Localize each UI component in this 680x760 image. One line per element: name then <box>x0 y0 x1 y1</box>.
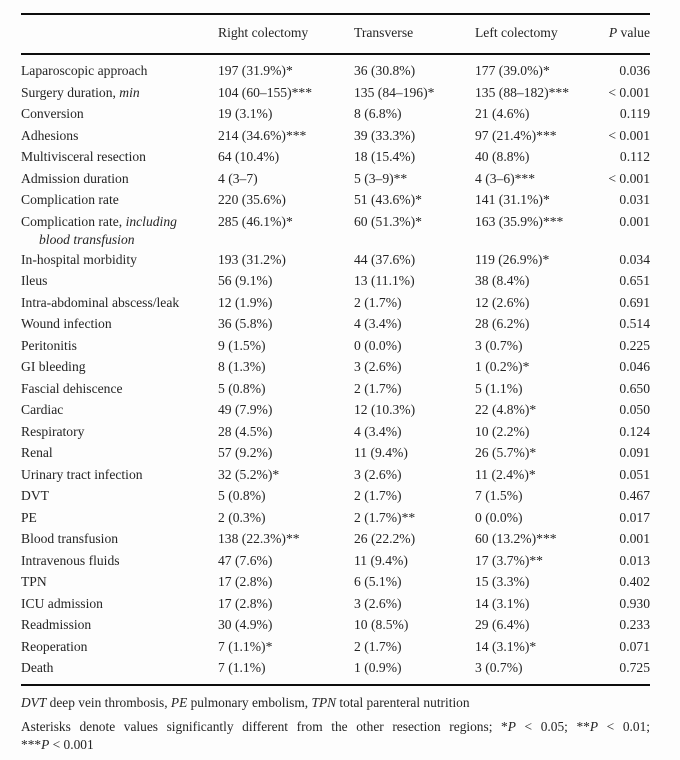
cell-value: 5 (3–9)** <box>354 170 408 186</box>
p-value-cell: 0.119 <box>619 106 650 121</box>
row-label <box>21 507 218 529</box>
row-label-line1: Surgery duration, min <box>21 84 140 100</box>
table-footnotes <box>21 694 650 754</box>
row-label-line1: TPN <box>21 574 47 589</box>
p-value-cell: 0.017 <box>619 509 650 525</box>
table-row <box>21 528 650 550</box>
col-header-right-colectomy: Right colectomy <box>218 25 309 40</box>
p-value-cell: 0.725 <box>619 660 650 675</box>
cell-value: 56 (9.1%) <box>218 273 273 288</box>
p-value-cell: 0.036 <box>619 63 650 78</box>
cell-value: 17 (2.8%) <box>218 595 273 611</box>
p-value-cell: 0.467 <box>619 488 650 503</box>
row-label <box>21 211 218 249</box>
table-header <box>21 14 650 54</box>
cell-value: 3 (0.7%) <box>475 337 523 353</box>
row-label <box>21 442 218 464</box>
row-label <box>21 125 218 147</box>
row-label-line1: Urinary tract infection <box>21 466 143 482</box>
row-label-line1: Blood transfusion <box>21 531 119 546</box>
cell-value: 3 (2.6%) <box>354 595 402 611</box>
cell-value: 21 (4.6%) <box>475 106 530 121</box>
cell-value: 10 (2.2%) <box>475 423 530 439</box>
p-value-cell: 0.001 <box>619 531 650 546</box>
p-value-cell: < 0.001 <box>608 84 650 100</box>
table-row <box>21 168 650 190</box>
p-value-cell: 0.091 <box>619 445 650 460</box>
row-label-line1: Intravenous fluids <box>21 552 120 568</box>
cell-value: 163 (35.9%)*** <box>475 213 564 229</box>
row-label <box>21 378 218 400</box>
row-label <box>21 528 218 550</box>
cell-value: 1 (0.2%)* <box>475 359 530 374</box>
footnote-significance-line2: ***P < 0.001 <box>21 736 94 752</box>
row-label-line1: PE <box>21 509 37 525</box>
row-label-line1: Complication rate <box>21 192 119 207</box>
row-label-line1: Adhesions <box>21 127 79 143</box>
p-value-cell: 0.031 <box>619 192 650 207</box>
cell-value: 28 (4.5%) <box>218 423 273 439</box>
cell-value: 104 (60–155)*** <box>218 84 313 100</box>
row-label-line1: Laparoscopic approach <box>21 63 148 78</box>
cell-value: 141 (31.1%)* <box>475 192 550 207</box>
cell-value: 97 (21.4%)*** <box>475 127 557 143</box>
p-value-cell: < 0.001 <box>608 127 650 143</box>
p-value-cell: 0.071 <box>619 638 650 654</box>
p-value-cell: 0.050 <box>619 402 650 417</box>
cell-value: 5 (1.1%) <box>475 380 523 396</box>
cell-value: 220 (35.6%) <box>218 192 286 207</box>
row-label-line1: GI bleeding <box>21 359 86 374</box>
table-header-row <box>21 14 650 54</box>
cell-value: 1 (0.9%) <box>354 660 402 675</box>
table-row <box>21 189 650 211</box>
row-label <box>21 146 218 168</box>
cell-value: 7 (1.1%) <box>218 660 266 675</box>
row-label-line1: DVT <box>21 488 49 503</box>
cell-value: 7 (1.5%) <box>475 488 523 503</box>
table-row <box>21 146 650 168</box>
cell-value: 64 (10.4%) <box>218 149 280 164</box>
p-value-cell: 0.051 <box>619 466 650 482</box>
cell-value: 2 (1.7%)** <box>354 509 416 525</box>
p-value-cell: 0.034 <box>619 251 650 267</box>
table-row <box>21 211 650 249</box>
row-label <box>21 464 218 486</box>
table-row <box>21 485 650 507</box>
table-row <box>21 82 650 104</box>
cell-value: 15 (3.3%) <box>475 574 530 589</box>
row-label-line1: In-hospital morbidity <box>21 251 137 267</box>
table-row <box>21 270 650 292</box>
p-value-cell: 0.402 <box>619 574 650 589</box>
cell-value: 13 (11.1%) <box>354 273 415 288</box>
table-row <box>21 421 650 443</box>
row-label <box>21 614 218 636</box>
p-value-cell: 0.691 <box>619 294 650 310</box>
table-row <box>21 313 650 335</box>
cell-value: 19 (3.1%) <box>218 106 273 121</box>
cell-value: 5 (0.8%) <box>218 380 266 396</box>
table-row <box>21 103 650 125</box>
row-label-line1: Cardiac <box>21 402 64 417</box>
cell-value: 22 (4.8%)* <box>475 402 537 417</box>
footnote-significance-line1: Asterisks denote values significantly different from the other resection regions; *P < 0.05; **P < 0.01; <box>21 719 650 734</box>
cell-value: 32 (5.2%)* <box>218 466 280 482</box>
cell-value: 9 (1.5%) <box>218 337 266 353</box>
table-row <box>21 378 650 400</box>
row-label <box>21 485 218 507</box>
p-value-cell: < 0.001 <box>608 170 650 186</box>
cell-value: 6 (5.1%) <box>354 574 402 589</box>
table-row <box>21 335 650 357</box>
cell-value: 0 (0.0%) <box>475 509 523 525</box>
cell-value: 3 (2.6%) <box>354 359 402 374</box>
row-label <box>21 335 218 357</box>
cell-value: 44 (37.6%) <box>354 251 416 267</box>
cell-value: 7 (1.1%)* <box>218 638 273 654</box>
row-header-corner <box>21 14 218 54</box>
cell-value: 285 (46.1%)* <box>218 213 293 229</box>
row-label <box>21 292 218 314</box>
row-label-line1: Readmission <box>21 617 92 632</box>
cell-value: 214 (34.6%)*** <box>218 127 307 143</box>
p-value-cell: 0.225 <box>619 337 650 353</box>
row-label-line1: Admission duration <box>21 170 129 186</box>
row-label <box>21 168 218 190</box>
cell-value: 3 (0.7%) <box>475 660 523 675</box>
cell-value: 5 (0.8%) <box>218 488 266 503</box>
cell-value: 2 (0.3%) <box>218 509 266 525</box>
cell-value: 177 (39.0%)* <box>475 63 550 78</box>
p-value-cell: 0.651 <box>619 273 650 288</box>
row-label-line1: Renal <box>21 445 53 460</box>
row-label-line1: Ileus <box>21 273 48 288</box>
cell-value: 2 (1.7%) <box>354 488 402 503</box>
p-value-cell: 0.046 <box>619 359 650 374</box>
cell-value: 4 (3.4%) <box>354 316 402 331</box>
row-label-line1: Peritonitis <box>21 337 77 353</box>
table-row <box>21 464 650 486</box>
cell-value: 138 (22.3%)** <box>218 531 300 546</box>
cell-value: 0 (0.0%) <box>354 337 402 353</box>
row-label <box>21 82 218 104</box>
cell-value: 36 (5.8%) <box>218 316 273 331</box>
row-label <box>21 189 218 211</box>
cell-value: 11 (2.4%)* <box>475 466 536 482</box>
table-row <box>21 249 650 271</box>
cell-value: 4 (3–6)*** <box>475 170 536 186</box>
row-label-line1: Complication rate, including <box>21 213 177 229</box>
table-row <box>21 442 650 464</box>
table-row <box>21 507 650 529</box>
p-value-cell: 0.001 <box>619 213 650 229</box>
cell-value: 2 (1.7%) <box>354 638 402 654</box>
cell-value: 12 (2.6%) <box>475 294 530 310</box>
cell-value: 60 (13.2%)*** <box>475 531 557 546</box>
cell-value: 3 (2.6%) <box>354 466 402 482</box>
table-row <box>21 54 650 82</box>
cell-value: 26 (22.2%) <box>354 531 416 546</box>
cell-value: 4 (3.4%) <box>354 423 402 439</box>
row-label <box>21 249 218 271</box>
row-label <box>21 593 218 615</box>
p-value-cell: 0.514 <box>619 316 650 331</box>
row-label-line1: Respiratory <box>21 423 85 439</box>
table-row <box>21 571 650 593</box>
table-row <box>21 125 650 147</box>
row-label-line1: Wound infection <box>21 316 112 331</box>
row-label-line2: blood transfusion <box>39 232 135 247</box>
row-label <box>21 571 218 593</box>
row-label <box>21 550 218 572</box>
table-row <box>21 356 650 378</box>
cell-value: 11 (9.4%) <box>354 445 408 460</box>
cell-value: 57 (9.2%) <box>218 445 273 460</box>
p-value-cell: 0.013 <box>619 552 650 568</box>
row-label <box>21 270 218 292</box>
row-label-line1: Fascial dehiscence <box>21 380 123 396</box>
cell-value: 12 (1.9%) <box>218 294 273 310</box>
row-label-line1: Multivisceral resection <box>21 149 146 164</box>
cell-value: 17 (2.8%) <box>218 574 273 589</box>
cell-value: 60 (51.3%)* <box>354 213 422 229</box>
cell-value: 38 (8.4%) <box>475 273 530 288</box>
cell-value: 36 (30.8%) <box>354 63 416 78</box>
cell-value: 135 (84–196)* <box>354 84 435 100</box>
p-value-cell: 0.112 <box>619 149 650 164</box>
cell-value: 40 (8.8%) <box>475 149 530 164</box>
cell-value: 14 (3.1%) <box>475 595 530 611</box>
row-label-line1: Death <box>21 660 54 675</box>
row-label <box>21 313 218 335</box>
cell-value: 193 (31.2%) <box>218 251 286 267</box>
col-header-left-colectomy: Left colectomy <box>475 25 558 40</box>
p-value-cell: 0.233 <box>619 617 650 632</box>
cell-value: 197 (31.9%)* <box>218 63 293 78</box>
row-label <box>21 636 218 658</box>
table-row <box>21 593 650 615</box>
cell-value: 4 (3–7) <box>218 170 258 186</box>
cell-value: 28 (6.2%) <box>475 316 530 331</box>
cell-value: 30 (4.9%) <box>218 617 273 632</box>
surgical-outcomes-table <box>21 13 650 686</box>
col-header-transverse: Transverse <box>354 25 414 40</box>
cell-value: 2 (1.7%) <box>354 380 402 396</box>
cell-value: 51 (43.6%)* <box>354 192 422 207</box>
p-value-cell: 0.124 <box>619 423 650 439</box>
row-label <box>21 103 218 125</box>
footnote-abbreviations: DVT deep vein thrombosis, PE pulmonary embolism, TPN total parenteral nutrition <box>21 694 470 710</box>
cell-value: 12 (10.3%) <box>354 402 416 417</box>
p-value-cell: 0.650 <box>619 380 650 396</box>
col-header-p-value: P value <box>608 25 650 40</box>
row-label <box>21 657 218 685</box>
cell-value: 47 (7.6%) <box>218 552 273 568</box>
table-body <box>21 54 650 685</box>
cell-value: 14 (3.1%)* <box>475 638 537 654</box>
cell-value: 8 (1.3%) <box>218 359 266 374</box>
cell-value: 39 (33.3%) <box>354 127 416 143</box>
cell-value: 17 (3.7%)** <box>475 552 543 568</box>
row-label-line1: ICU admission <box>21 595 103 611</box>
row-label <box>21 356 218 378</box>
table-row <box>21 399 650 421</box>
cell-value: 119 (26.9%)* <box>475 251 550 267</box>
row-label <box>21 421 218 443</box>
row-label <box>21 54 218 82</box>
row-label-line1: Intra-abdominal abscess/leak <box>21 294 180 310</box>
table-row <box>21 636 650 658</box>
cell-value: 8 (6.8%) <box>354 106 402 121</box>
row-label-line1: Reoperation <box>21 638 88 654</box>
cell-value: 49 (7.9%) <box>218 402 273 417</box>
cell-value: 11 (9.4%) <box>354 552 408 568</box>
cell-value: 18 (15.4%) <box>354 149 416 164</box>
cell-value: 135 (88–182)*** <box>475 84 570 100</box>
table-row <box>21 550 650 572</box>
table-row <box>21 614 650 636</box>
cell-value: 29 (6.4%) <box>475 617 530 632</box>
row-label <box>21 399 218 421</box>
table-row <box>21 657 650 685</box>
cell-value: 10 (8.5%) <box>354 617 409 632</box>
table-row <box>21 292 650 314</box>
row-label-line1: Conversion <box>21 106 84 121</box>
p-value-cell: 0.930 <box>619 595 650 611</box>
cell-value: 26 (5.7%)* <box>475 445 537 460</box>
cell-value: 2 (1.7%) <box>354 294 402 310</box>
